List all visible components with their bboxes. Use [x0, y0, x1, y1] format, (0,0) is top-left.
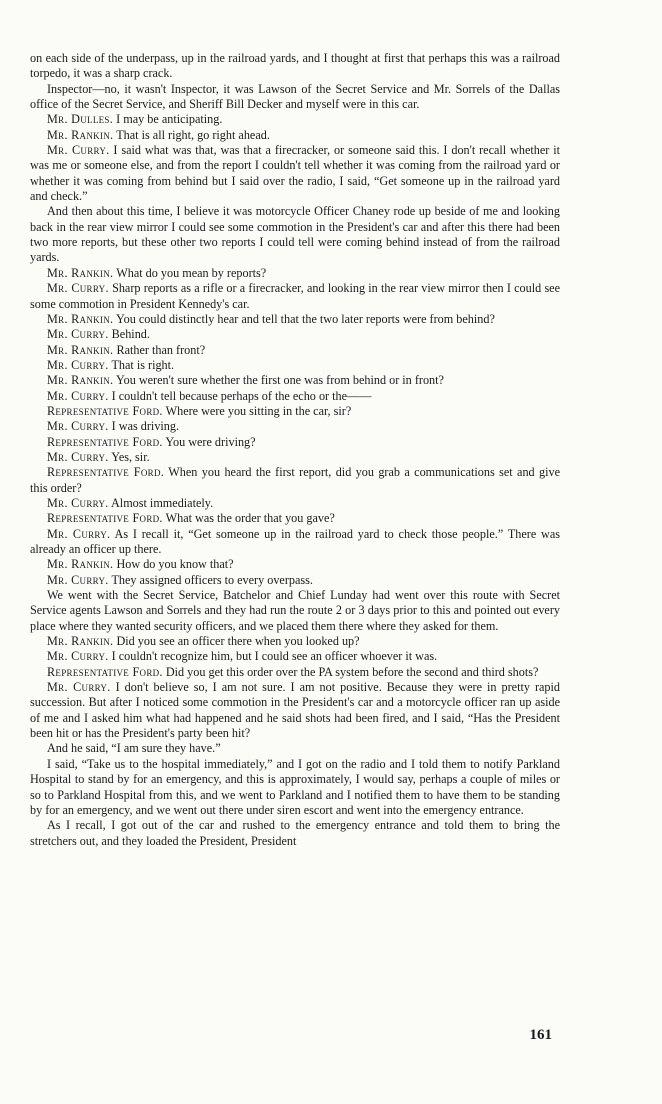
paragraph-text: Almost immediately.	[111, 495, 214, 510]
page-number: 161	[529, 1027, 552, 1043]
speaker-name: Mr. Rankin.	[47, 373, 114, 388]
paragraph-text: I was driving.	[111, 419, 180, 434]
transcript-paragraph	[30, 404, 560, 419]
paragraph-text: Inspector—no, it wasn't Inspector, it was Lawson of the Secret Service and Mr. Sorrels of the Dallas office of the Secret Service, and Sheriff Bill Decker and myself were in this car.	[30, 81, 560, 112]
transcript-paragraph	[30, 665, 560, 680]
transcript-paragraph	[30, 450, 560, 465]
transcript-paragraph	[30, 204, 560, 265]
speaker-name: Mr. Rankin.	[47, 265, 114, 280]
paragraph-text: What was the order that you gave?	[165, 511, 335, 526]
speaker-name: Representative Ford.	[47, 511, 163, 526]
transcript-paragraph	[30, 680, 560, 741]
paragraph-text: Did you get this order over the PA system before the second and third shots?	[165, 664, 539, 679]
speaker-name: Mr. Rankin.	[47, 127, 114, 142]
paragraph-text: As I recall, I got out of the car and rushed to the emergency entrance and told them to bring the stretchers out, and they loaded the President, President	[30, 818, 560, 848]
speaker-name: Mr. Curry.	[47, 449, 109, 464]
transcript-paragraph	[30, 327, 560, 342]
transcript-paragraph	[30, 112, 560, 127]
transcript-paragraph	[30, 435, 560, 450]
speaker-name: Mr. Curry.	[47, 419, 109, 434]
transcript-paragraph	[30, 82, 560, 113]
paragraph-text: Sharp reports as a rifle or a firecracker, and looking in the rear view mirror then I could see some commotion in President Kennedy's car.	[30, 281, 561, 311]
transcript-paragraph	[30, 527, 560, 558]
transcript-paragraph	[30, 358, 560, 373]
paragraph-text: Behind.	[111, 327, 150, 342]
transcript-paragraph	[30, 419, 560, 434]
speaker-name: Mr. Curry.	[47, 357, 109, 372]
speaker-name: Representative Ford.	[47, 664, 163, 679]
paragraph-text: How do you know that?	[116, 557, 234, 572]
speaker-name: Mr. Rankin.	[47, 557, 114, 572]
transcript-paragraph	[30, 373, 560, 388]
transcript-paragraph	[30, 281, 560, 312]
paragraph-text: I said, “Take us to the hospital immediately,” and I got on the radio and I told them to notify Parkland Hospital to stand by for an emergency, and this is approximately, I would say, perhaps a couple of miles or so to Parkland Hospital from this, and we went to Parkland and I notified them to have them to be standing by for an emergency, and we went out there under siren escort and went into the emergency entrance.	[30, 756, 560, 817]
paragraph-text: I may be anticipating.	[116, 112, 223, 127]
paragraph-text: I don't believe so, I am not sure. I am not positive. Because they were in pretty rapid succession. But after I noticed some commotion in the President's car and a motorcycle officer ran up aside of me and I asked him what had happened and he said shots had been fired, and I said, “Has the President been hit or has the President's party been hit?	[30, 680, 561, 741]
speaker-name: Mr. Curry.	[47, 526, 111, 541]
paragraph-text: What do you mean by reports?	[116, 265, 267, 280]
speaker-name: Mr. Dulles.	[47, 112, 114, 127]
paragraph-text: And then about this time, I believe it was motorcycle Officer Chaney rode up beside of me and looking back in the rear view mirror I could see some commotion in the President's car and after this there had been two more reports, but these other two reports I could tell were coming behind instead of from the railroad yards.	[30, 204, 560, 265]
transcript-paragraph	[30, 266, 560, 281]
paragraph-text: You weren't sure whether the first one was from behind or in front?	[116, 373, 444, 388]
speaker-name: Representative Ford.	[47, 465, 165, 480]
transcript-paragraph	[30, 757, 560, 818]
transcript-paragraph	[30, 128, 560, 143]
speaker-name: Mr. Curry.	[47, 388, 109, 403]
transcript-paragraph	[30, 557, 560, 572]
transcript-paragraph	[30, 573, 560, 588]
paragraph-text: We went with the Secret Service, Batchelor and Chief Lunday had went over this route with Secret Service agents Lawson and Sorrels and they had run the route 2 or 3 days prior to this and pointed out every place where they wanted security officers, and we placed them there where they asked for them.	[30, 588, 560, 633]
transcript-paragraph	[30, 649, 560, 664]
transcript-paragraph	[30, 312, 560, 327]
paragraph-text: Did you see an officer there when you looked up?	[116, 634, 360, 649]
transcript-paragraph	[30, 588, 560, 634]
paragraph-text: I couldn't recognize him, but I could see an officer whoever it was.	[111, 649, 438, 664]
paragraph-text: Where were you sitting in the car, sir?	[165, 403, 352, 418]
speaker-name: Mr. Curry.	[47, 495, 109, 510]
transcript-paragraph	[30, 343, 560, 358]
speaker-name: Mr. Curry.	[47, 327, 109, 342]
paragraph-text: Rather than front?	[116, 342, 206, 357]
paragraph-text: That is all right, go right ahead.	[116, 127, 270, 142]
paragraph-text: You could distinctly hear and tell that the two later reports were from behind?	[116, 311, 495, 326]
speaker-name: Representative Ford.	[47, 434, 163, 449]
transcript-body	[30, 51, 560, 849]
speaker-name: Representative Ford.	[47, 403, 163, 418]
transcript-paragraph	[30, 818, 560, 849]
speaker-name: Mr. Rankin.	[47, 634, 114, 649]
transcript-paragraph	[30, 741, 560, 756]
paragraph-text: And he said, “I am sure they have.”	[47, 741, 221, 756]
paragraph-text: As I recall it, “Get someone up in the railroad yard to check those people.” There was already an officer up there.	[30, 526, 560, 556]
paragraph-text: on each side of the underpass, up in the railroad yards, and I thought at first that perhaps this was a railroad torpedo, it was a sharp crack.	[30, 51, 560, 81]
paragraph-text: When you heard the first report, did you grab a communications set and give this order?	[30, 465, 561, 495]
transcript-paragraph	[30, 496, 560, 511]
transcript-paragraph	[30, 143, 560, 204]
speaker-name: Mr. Rankin.	[47, 342, 114, 357]
transcript-paragraph	[30, 511, 560, 526]
transcript-paragraph	[30, 51, 560, 82]
paragraph-text: Yes, sir.	[111, 449, 150, 464]
paragraph-text: You were driving?	[165, 434, 256, 449]
paragraph-text: I said what was that, was that a firecracker, or someone said this. I don't recall whether it was me or someone else, and from the report I couldn't tell whether it was coming from the railroad yard or whether it was coming from behind but I said over the radio, I said, “Get someone up in the railroad yard and check.”	[30, 143, 560, 204]
transcript-paragraph	[30, 389, 560, 404]
speaker-name: Mr. Curry.	[47, 572, 109, 587]
speaker-name: Mr. Curry.	[47, 281, 109, 296]
transcript-paragraph	[30, 634, 560, 649]
paragraph-text: That is right.	[111, 357, 175, 372]
speaker-name: Mr. Curry.	[47, 143, 110, 158]
paragraph-text: I couldn't tell because perhaps of the echo or the——	[111, 388, 372, 403]
speaker-name: Mr. Curry.	[47, 680, 111, 695]
speaker-name: Mr. Rankin.	[47, 311, 114, 326]
speaker-name: Mr. Curry.	[47, 649, 109, 664]
paragraph-text: They assigned officers to every overpass.	[111, 572, 313, 587]
transcript-paragraph	[30, 465, 560, 496]
